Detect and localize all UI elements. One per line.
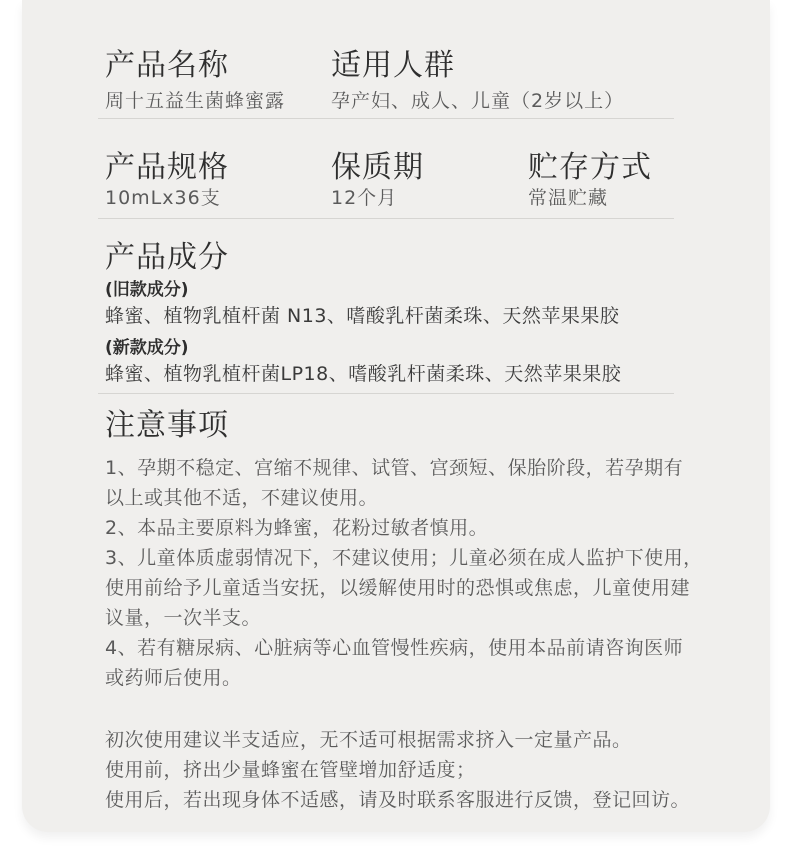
usage-list bbox=[105, 725, 690, 815]
note-line: 3、儿童体质虚弱情况下，不建议使用；儿童必须在成人监护下使用， bbox=[105, 547, 703, 569]
usage-line: 使用前，挤出少量蜂蜜在管壁增加舒适度； bbox=[105, 759, 476, 781]
shelf-life-value: 12个月 bbox=[331, 187, 398, 209]
divider bbox=[98, 393, 674, 394]
usage-line: 使用后，若出现身体不适感，请及时联系客服进行反馈，登记回访。 bbox=[105, 789, 691, 811]
note-line: 或药师后使用。 bbox=[105, 667, 242, 689]
note-line: 使用前给予儿童适当安抚，以缓解使用时的恐惧或焦虑，儿童使用建 bbox=[105, 577, 691, 599]
divider bbox=[98, 218, 674, 219]
new-ingredients-tag: (新款成分) bbox=[105, 338, 189, 358]
note-line: 议量，一次半支。 bbox=[105, 607, 262, 629]
new-ingredients-value: 蜂蜜、植物乳植杆菌LP18、嗜酸乳杆菌柔珠、天然苹果果胶 bbox=[105, 363, 622, 385]
ingredients-label: 产品成分 bbox=[105, 240, 229, 275]
shelf-life-label: 保质期 bbox=[331, 150, 424, 185]
usage-line: 初次使用建议半支适应，无不适可根据需求挤入一定量产品。 bbox=[105, 729, 632, 751]
storage-value: 常温贮藏 bbox=[528, 187, 609, 209]
spec-label: 产品规格 bbox=[105, 150, 229, 185]
audience-value: 孕产妇、成人、儿童（2岁以上） bbox=[331, 90, 625, 112]
old-ingredients-value: 蜂蜜、植物乳植杆菌 N13、嗜酸乳杆菌柔珠、天然苹果果胶 bbox=[105, 305, 620, 327]
note-line: 2、本品主要原料为蜂蜜，花粉过敏者慎用。 bbox=[105, 517, 489, 539]
note-line: 以上或其他不适，不建议使用。 bbox=[105, 487, 379, 509]
product-name-label: 产品名称 bbox=[105, 48, 229, 83]
divider bbox=[98, 118, 674, 119]
notes-label: 注意事项 bbox=[105, 408, 229, 443]
old-ingredients-tag: (旧款成分) bbox=[105, 280, 189, 300]
notes-list bbox=[105, 453, 703, 693]
note-line: 4、若有糖尿病、心脏病等心血管慢性疾病，使用本品前请咨询医师 bbox=[105, 637, 684, 659]
product-name-value: 周十五益生菌蜂蜜露 bbox=[105, 90, 286, 112]
spec-value: 10mLx36支 bbox=[105, 187, 221, 209]
audience-label: 适用人群 bbox=[331, 48, 455, 83]
storage-label: 贮存方式 bbox=[528, 150, 652, 185]
note-line: 1、孕期不稳定、宫缩不规律、试管、宫颈短、保胎阶段，若孕期有 bbox=[105, 457, 684, 479]
